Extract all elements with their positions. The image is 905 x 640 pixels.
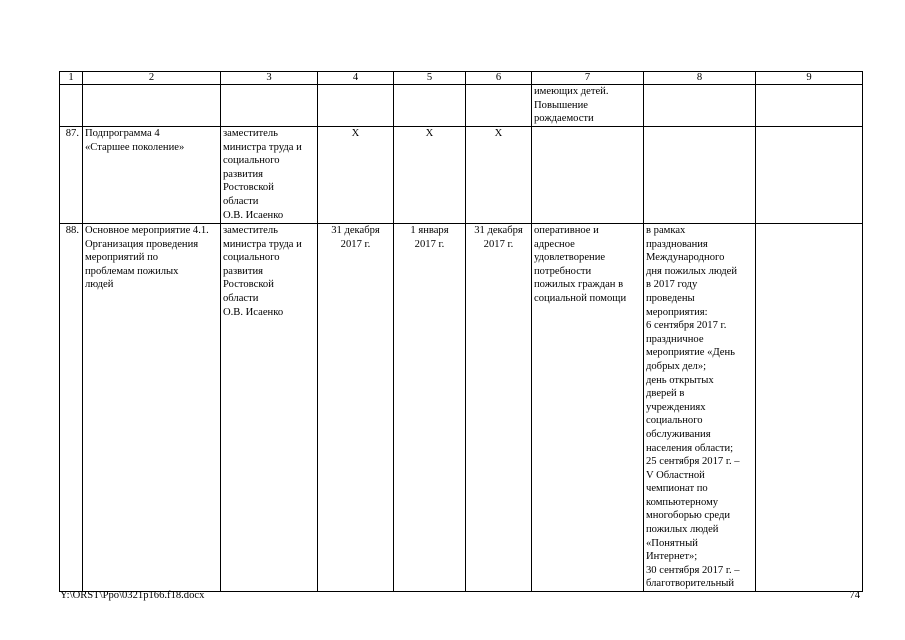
executor	[221, 85, 318, 127]
header-cell-5: 5	[394, 72, 466, 85]
header-cell-6: 6	[466, 72, 532, 85]
row-number: 88.	[60, 224, 83, 592]
start-date: 31 декабря 2017 г.	[318, 224, 394, 592]
footer-file-path: Y:\ORST\Ppo\0321p166.f18.docx	[60, 590, 205, 601]
planned-date: 31 декабря 2017 г.	[466, 224, 532, 592]
header-cell-8: 8	[644, 72, 756, 85]
header-cell-2: 2	[83, 72, 221, 85]
header-cell-3: 3	[221, 72, 318, 85]
measure-name: Подпрограмма 4 «Старшее поколение»	[83, 127, 221, 224]
header-cell-1: 1	[60, 72, 83, 85]
planned-date	[466, 85, 532, 127]
header-cell-7: 7	[532, 72, 644, 85]
header-cell-9: 9	[756, 72, 863, 85]
row-number	[60, 85, 83, 127]
expected-result: имеющих детей. Повышение рождаемости	[532, 85, 644, 127]
page-number: 74	[849, 590, 860, 601]
start-date: X	[318, 127, 394, 224]
end-date: 1 января 2017 г.	[394, 224, 466, 592]
header-cell-4: 4	[318, 72, 394, 85]
notes	[756, 85, 863, 127]
executor: заместитель министра труда и социального развития Ростовской области О.В. Исаенко	[221, 127, 318, 224]
table-row	[60, 224, 863, 592]
measure-name	[83, 85, 221, 127]
expected-result: оперативное и адресное удовлетворение потребности пожилых граждан в социальной помощи	[532, 224, 644, 592]
measures-table	[59, 71, 863, 592]
actual-result	[644, 127, 756, 224]
table-row	[60, 127, 863, 224]
actual-result	[644, 85, 756, 127]
executor: заместитель министра труда и социального развития Ростовской области О.В. Исаенко	[221, 224, 318, 592]
notes	[756, 224, 863, 592]
expected-result	[532, 127, 644, 224]
row-number: 87.	[60, 127, 83, 224]
end-date: X	[394, 127, 466, 224]
actual-result: в рамках празднования Международного дня пожилых людей в 2017 году проведены мероприятия: 6 сентября 2017 г. праздничное мероприятие «День добрых дел»; день открытых дверей в учреждениях социального обслуживания населения области; 25 сентября 2017 г. – V Областной чемпионат по компьютерному многоборью среди пожилых людей «Понятный Интернет»; 30 сентября 2017 г. – благотворительный	[644, 224, 756, 592]
planned-date: X	[466, 127, 532, 224]
start-date	[318, 85, 394, 127]
header-row	[60, 72, 863, 85]
measure-name: Основное мероприятие 4.1. Организация проведения мероприятий по проблемам пожилых людей	[83, 224, 221, 592]
notes	[756, 127, 863, 224]
table-row	[60, 85, 863, 127]
end-date	[394, 85, 466, 127]
